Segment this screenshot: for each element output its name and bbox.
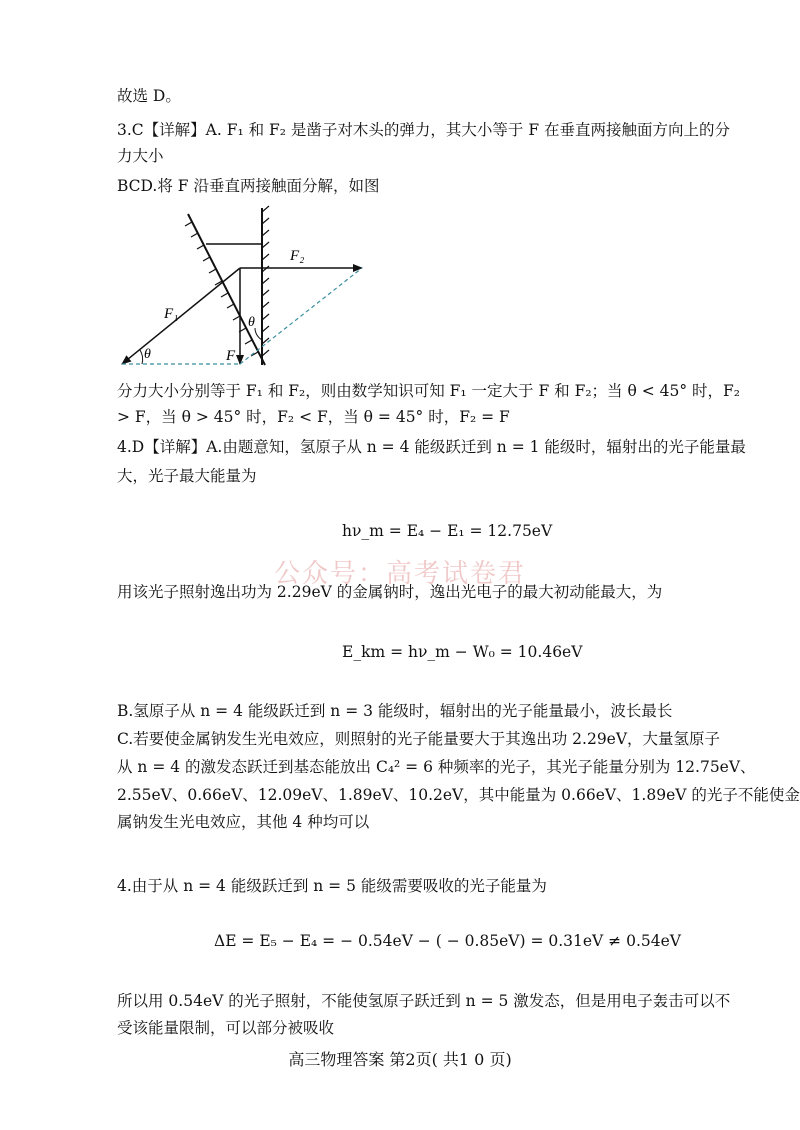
slanted-hatching <box>185 222 258 356</box>
text-line-4: BCD.将 F 沿垂直两接触面分解，如图 <box>117 177 380 195</box>
equation-2: E_km = hν_m − W₀ = 10.46eV <box>342 643 583 661</box>
vertical-hatching <box>262 206 269 356</box>
text-line-8: 大，光子最大能量为 <box>117 467 257 485</box>
label-F2: F₂ <box>290 248 305 264</box>
label-F: F <box>226 348 236 364</box>
force-F1-arrow <box>122 268 240 364</box>
text-line-1: 故选 D。 <box>117 87 181 105</box>
text-line-17: 受该能量限制，可以部分被吸收 <box>117 1019 335 1037</box>
label-theta-1: θ <box>144 347 151 362</box>
label-F1: F₁ <box>164 306 179 322</box>
text-line-11: C.若要使金属钠发生光电效应，则照射的光子能量要大于其逸出功 2.29eV，大量氢原子 <box>117 730 721 748</box>
text-line-7: 4.D【详解】A.由题意知，氢原子从 n = 4 能级跃迁到 n = 1 能级时，辐射出的光子能量最 <box>117 438 746 456</box>
slanted-surface <box>188 214 265 365</box>
label-theta-2: θ <box>248 315 255 330</box>
page-footer: 高三物理答案 第2页( 共1 0 页) <box>288 1050 512 1069</box>
text-line-6: > F，当 θ > 45° 时，F₂ < F，当 θ = 45° 时，F₂ = F <box>117 408 510 426</box>
text-line-2: 3.C【详解】A. F₁ 和 F₂ 是凿子对木头的弹力，其大小等于 F 在垂直两接触面方向上的分 <box>117 121 731 139</box>
text-line-12: 从 n = 4 的激发态跃迁到基态能放出 C₄² = 6 种频率的光子，其光子能量分别为 12.75eV、 <box>117 758 756 776</box>
text-line-15: 4.由于从 n = 4 能级跃迁到 n = 5 能级需要吸收的光子能量为 <box>117 877 547 895</box>
text-line-13: 2.55eV、0.66eV、12.09eV、1.89eV、10.2eV，其中能量为 0.66eV、1.89eV 的光子不能使金 <box>117 786 800 804</box>
text-line-14: 属钠发生光电效应，其他 4 种均可以 <box>117 813 370 831</box>
force-decomposition-diagram <box>110 200 380 380</box>
text-line-10: B.氢原子从 n = 4 能级跃迁到 n = 3 能级时，辐射出的光子能量最小，波长最长 <box>117 702 673 720</box>
text-line-3: 力大小 <box>117 147 164 165</box>
watermark: 公众号：高考试卷君 <box>273 559 526 589</box>
equation-3: ΔE = E₅ − E₄ = − 0.54eV − ( − 0.85eV) = 0.31eV ≠ 0.54eV <box>214 932 681 950</box>
equation-1: hν_m = E₄ − E₁ = 12.75eV <box>342 522 553 540</box>
text-line-16: 所以用 0.54eV 的光子照射，不能使氢原子跃迁到 n = 5 激发态，但是用电子轰击可以不 <box>117 992 731 1010</box>
text-line-5: 分力大小分别等于 F₁ 和 F₂，则由数学知识可知 F₁ 一定大于 F 和 F₂；当 θ < 45° 时，F₂ <box>117 382 741 400</box>
text-line-9: 用该光子照射逸出功为 2.29eV 的金属钠时，逸出光电子的最大初动能最大，为 <box>117 583 663 601</box>
